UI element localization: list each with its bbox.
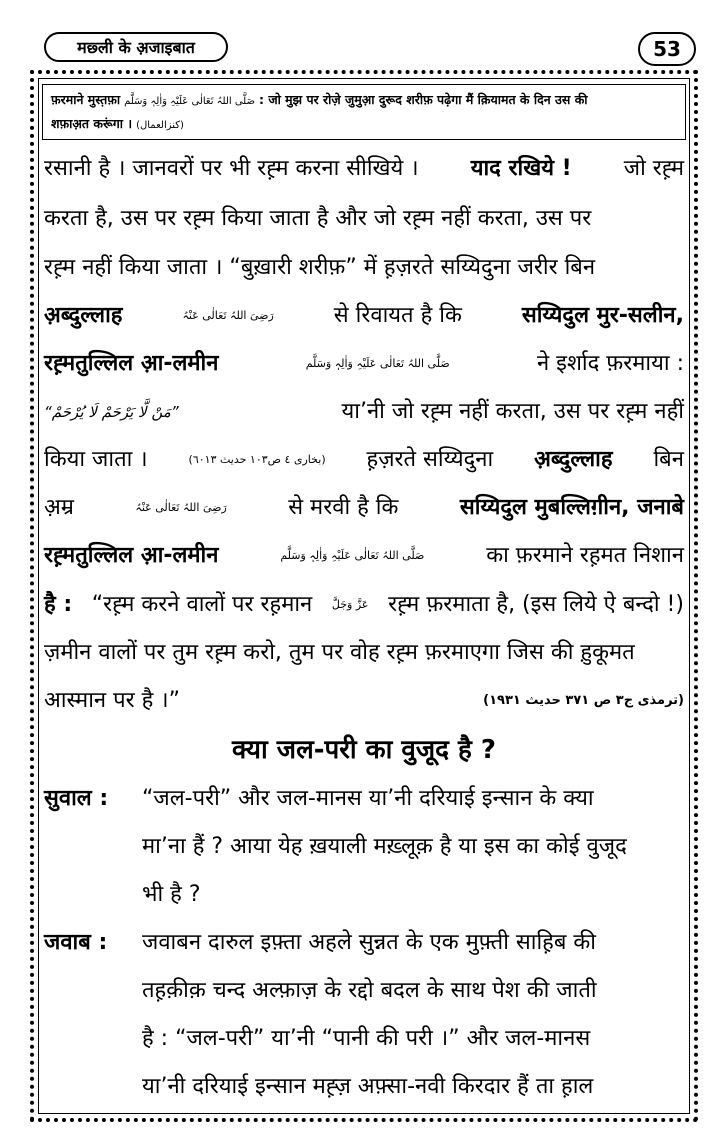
question-label: सुवाल : bbox=[44, 786, 109, 811]
text-line-5: रह़्मतुल्लिल आ़-लमीन صَلَّی اللہُ تَعَالٰی عَلَیْہِ وَاٰلِہٖ وَسَلَّم ने इर्शाद फ़रमाया : bbox=[44, 351, 684, 376]
salawat-arabic: صَلَّی اللہُ تَعَالٰی عَلَیْہِ وَاٰلِہٖ وَسَلَّم bbox=[124, 96, 255, 107]
farman-label: फ़रमाने मुस्त़फ़ा bbox=[51, 92, 121, 107]
farman-reference: (کنزالعمال) bbox=[136, 120, 184, 131]
hadith-box bbox=[42, 84, 686, 140]
text-line-10: है : “रह़्म करने वालों पर रह़मान عَزَّ وَجَلَّ रह़्म फ़रमाता है, (इस लिये ऐ बन्दो !) bbox=[44, 592, 684, 617]
answer-line-3: है : “जल-परी” या’नी “पानी की परी ।” और जल-मानस bbox=[142, 1026, 591, 1051]
text-line-9: रह़्मतुल्लिल आ़-लमीन صَلَّی اللہُ تَعَالٰی عَلَیْہِ وَاٰلِہٖ وَسَلَّم का फ़रमाने रह़मत निशान bbox=[44, 543, 684, 568]
text-line-11: ज़मीन वालों पर तुम रह़्म करो, तुम पर वोह रह़्म फ़रमाएगा जिस की ह़ुकूमत bbox=[44, 640, 635, 665]
answer-line-2: तह़क़ीक़ चन्द अल्फ़ाज़ के रद्दो बदल के साथ पेश की जाती bbox=[142, 978, 597, 1003]
answer-line-4: या’नी दरियाई इन्सान मह़्ज़ अफ़्सा-नवी किरदार हैं ता ह़ाल bbox=[142, 1074, 594, 1099]
farman-text-2: शफ़ाअ़त करूंगा । bbox=[51, 116, 133, 131]
section-heading: क्या जल-परी का वुजूद है ? bbox=[232, 735, 496, 765]
question-line-3: भी है ? bbox=[142, 882, 201, 907]
question-line-1: “जल-परी” और जल-मानस या’नी दरियाई इन्सान के क्या bbox=[142, 786, 594, 811]
page-number: 53 bbox=[638, 32, 696, 66]
answer-line-1: जवाबन दारुल इफ़्ता अहले सुन्नत के एक मुफ़्ती साह़िब की bbox=[142, 930, 596, 955]
text-line-7: किया जाता । (بخاری ٤ ص١٠٣ حدیث ٦٠١٣) ह़ज़रते सय्यिदुना अ़ब्दुल्लाह बिन bbox=[44, 447, 684, 472]
text-line-12: आस्मान पर है ।” (ترمذی ج٣ ص ٣٧١ حدیث ١٩٣١) bbox=[44, 688, 684, 713]
text-line-8: अ़म्र رَضِیَ اللہُ تَعَالٰی عَنْہُ से मरवी है कि सय्यिदुल मुबल्लिग़ीन, जनाबे bbox=[44, 495, 684, 520]
book-title: मछ्ली के अ़जाइबात bbox=[44, 32, 228, 62]
answer-label: जवाब : bbox=[44, 930, 108, 955]
text-line-6: “مَنْ لَّا یَرْحَمْ لَا یُرْحَمْ” या’नी जो रह़्म नहीं करता, उस पर रह़्म नहीं bbox=[44, 399, 684, 424]
farman-text: : जो मुझ पर रोज़े जुमुआ़ दुरूद शरीफ़ पढ़ेगा मैं क़ियामत के दिन उस की bbox=[258, 92, 588, 107]
question-line-2: मा’ना हैं ? आया येह ख़याली मख़्लूक़ है या इस का कोई वुजूद bbox=[142, 834, 627, 859]
text-line-2: करता है, उस पर रह़्म किया जाता है और जो रह़्म नहीं करता, उस पर bbox=[44, 206, 592, 231]
text-line-3: रह़्म नहीं किया जाता । “बुख़ारी शरीफ़” में ह़ज़रते सय्यिदुना जरीर बिन bbox=[44, 255, 596, 280]
text-line-4: अ़ब्दुल्लाह رَضِیَ اللہُ تَعَالٰی عَنْہُ से रिवायत है कि सय्यिदुल मुर-सलीन, bbox=[44, 303, 684, 328]
text-line-1: रसानी है । जानवरों पर भी रह़्म करना सीखिये । याद रखिये ! जो रह़्म bbox=[44, 156, 684, 181]
